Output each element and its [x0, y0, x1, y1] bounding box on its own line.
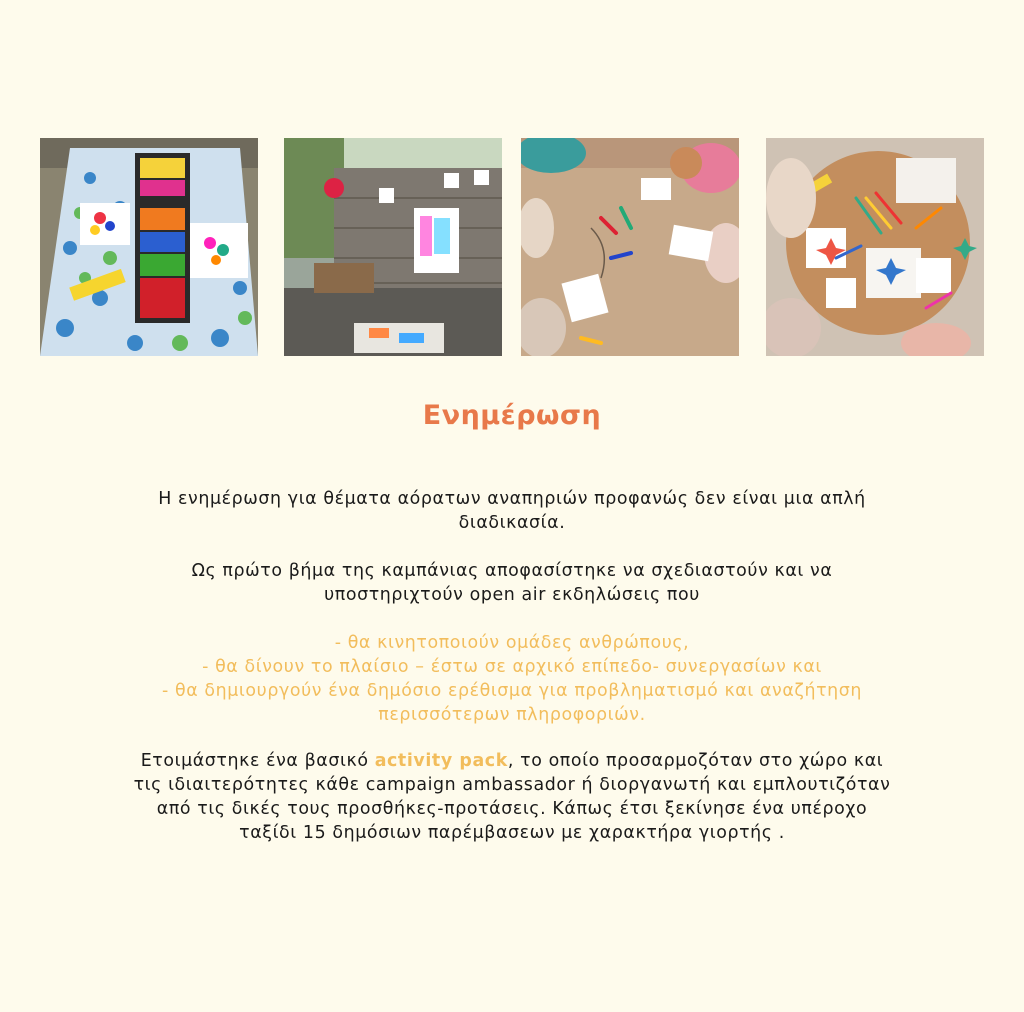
photo-children-drawing	[521, 138, 739, 356]
photo-row	[40, 138, 984, 356]
step-line-2: υποστηριχτούν open air εκδηλώσεις που	[324, 585, 700, 605]
bullet-1: - θα κινητοποιούν ομάδες ανθρώπους,	[334, 633, 690, 653]
intro-line-1: Η ενημέρωση για θέματα αόρατων αναπηριών προφανώς δεν είναι μια απλή	[158, 489, 866, 509]
photo-stone-wall	[284, 138, 502, 356]
bullet-3: - θα δημιουργούν ένα δημόσιο ερέθισμα για προβληματισμό και αναζήτηση	[161, 681, 863, 701]
step-line-1: Ως πρώτο βήμα της καμπάνιας αποφασίστηκε να σχεδιαστούν και να	[191, 561, 833, 581]
section-title: Ενημέρωση	[422, 400, 602, 431]
pack-line-1-start: Ετοιμάστηκε ένα βασικό	[140, 751, 375, 771]
pack-line-4: ταξίδι 15 δημόσιων παρέμβασεων με χαρακτήρα γιορτής .	[239, 823, 785, 843]
pack-line-2: τις ιδιαιτερότητες κάθε campaign ambassador ή διοργανωτή και εμπλουτιζόταν	[133, 775, 891, 795]
activity-pack-highlight: activity pack	[374, 751, 508, 771]
body-text	[40, 487, 984, 845]
photo-pompom-table	[40, 138, 258, 356]
bullet-2: - θα δίνουν το πλαίσιο – έστω σε αρχικό επίπεδο- συνεργασίων και	[202, 657, 822, 677]
pack-line-1	[40, 749, 984, 773]
pack-line-3: από τις δικές τους προσθήκες-προτάσεις. Κάπως έτσι ξεκίνησε ένα υπέροχο	[156, 799, 868, 819]
bullet-3-continued: περισσότερων πληροφοριών.	[378, 705, 646, 725]
pack-line-1-end: , το οποίο προσαρμοζόταν στο χώρο και	[507, 751, 884, 771]
intro-line-2: διαδικασία.	[458, 513, 566, 533]
photo-round-table	[766, 138, 984, 356]
